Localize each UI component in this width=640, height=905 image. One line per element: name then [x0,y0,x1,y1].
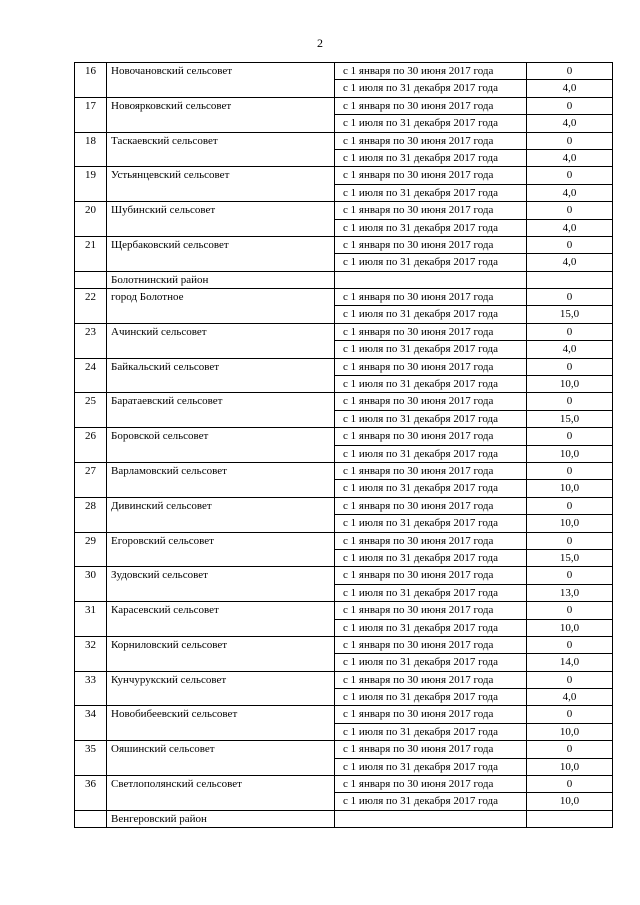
table-row [75,393,613,410]
value-first-half: 0 [527,63,613,80]
table-row [75,636,613,653]
value-second-half: 4,0 [527,80,613,97]
value-first-half: 0 [527,289,613,306]
value-second-half: 4,0 [527,149,613,166]
table-row [75,741,613,758]
value-first-half: 0 [527,236,613,253]
table-row [75,532,613,549]
value-second-half: 10,0 [527,758,613,775]
value-second-half: 4,0 [527,219,613,236]
period-first-half: с 1 января по 30 июня 2017 года [335,236,527,253]
period-first-half: с 1 января по 30 июня 2017 года [335,393,527,410]
period-second-half: с 1 июля по 31 декабря 2017 года [335,480,527,497]
municipality-name: Устьянцевский сельсовет [107,167,335,202]
period-second-half: с 1 июля по 31 декабря 2017 года [335,619,527,636]
period-first-half: с 1 января по 30 июня 2017 года [335,636,527,653]
row-number: 33 [75,671,107,706]
page-number: 2 [317,36,323,50]
period-first-half: с 1 января по 30 июня 2017 года [335,323,527,340]
period-first-half: с 1 января по 30 июня 2017 года [335,289,527,306]
period-first-half: с 1 января по 30 июня 2017 года [335,63,527,80]
value-first-half: 0 [527,393,613,410]
value-second-half: 10,0 [527,515,613,532]
period-first-half: с 1 января по 30 июня 2017 года [335,671,527,688]
period-second-half: с 1 июля по 31 декабря 2017 года [335,549,527,566]
value-first-half: 0 [527,671,613,688]
period-first-half: с 1 января по 30 июня 2017 года [335,532,527,549]
row-number: 23 [75,323,107,358]
value-second-half: 4,0 [527,689,613,706]
municipality-name: город Болотное [107,289,335,324]
table-row [75,706,613,723]
table-row [75,202,613,219]
period-first-half: с 1 января по 30 июня 2017 года [335,167,527,184]
row-number: 19 [75,167,107,202]
period-second-half: с 1 июля по 31 декабря 2017 года [335,376,527,393]
period-second-half: с 1 июля по 31 декабря 2017 года [335,219,527,236]
table-row [75,63,613,80]
value-second-half: 10,0 [527,619,613,636]
table-row [75,497,613,514]
value-first-half: 0 [527,497,613,514]
district-name: Венгеровский район [107,810,335,827]
table-row [75,358,613,375]
value-second-half: 4,0 [527,341,613,358]
period-second-half: с 1 июля по 31 декабря 2017 года [335,584,527,601]
value-first-half: 0 [527,741,613,758]
period-first-half: с 1 января по 30 июня 2017 года [335,497,527,514]
value-first-half: 0 [527,132,613,149]
value-first-half: 0 [527,532,613,549]
municipality-name: Баратаевский сельсовет [107,393,335,428]
table-row [75,289,613,306]
period-second-half: с 1 июля по 31 декабря 2017 года [335,341,527,358]
value-first-half: 0 [527,202,613,219]
value-first-half: 0 [527,602,613,619]
row-number: 36 [75,776,107,811]
municipality-name: Таскаевский сельсовет [107,132,335,167]
table-row [75,567,613,584]
row-number: 29 [75,532,107,567]
municipality-name: Щербаковский сельсовет [107,236,335,271]
period-first-half: с 1 января по 30 июня 2017 года [335,202,527,219]
row-number: 22 [75,289,107,324]
period-second-half: с 1 июля по 31 декабря 2017 года [335,149,527,166]
period-second-half: с 1 июля по 31 декабря 2017 года [335,410,527,427]
municipality-name: Варламовский сельсовет [107,462,335,497]
municipality-name: Зудовский сельсовет [107,567,335,602]
row-number: 31 [75,602,107,637]
value-second-half: 4,0 [527,184,613,201]
municipality-name: Светлополянский сельсовет [107,776,335,811]
table-row [75,602,613,619]
value-empty [527,810,613,827]
municipality-name: Ачинский сельсовет [107,323,335,358]
period-first-half: с 1 января по 30 июня 2017 года [335,462,527,479]
table-row [75,428,613,445]
municipality-name: Боровской сельсовет [107,428,335,463]
value-second-half: 10,0 [527,793,613,810]
value-first-half: 0 [527,776,613,793]
period-second-half: с 1 июля по 31 декабря 2017 года [335,115,527,132]
row-number: 17 [75,97,107,132]
value-first-half: 0 [527,706,613,723]
value-first-half: 0 [527,167,613,184]
row-number: 28 [75,497,107,532]
municipality-name: Кунчурукский сельсовет [107,671,335,706]
row-number: 20 [75,202,107,237]
table-row [75,671,613,688]
row-number: 27 [75,462,107,497]
row-number: 25 [75,393,107,428]
value-first-half: 0 [527,323,613,340]
district-row [75,271,613,288]
period-first-half: с 1 января по 30 июня 2017 года [335,602,527,619]
period-first-half: с 1 января по 30 июня 2017 года [335,428,527,445]
period-empty [335,271,527,288]
municipality-name: Новоярковский сельсовет [107,97,335,132]
value-second-half: 15,0 [527,306,613,323]
value-second-half: 10,0 [527,723,613,740]
value-second-half: 10,0 [527,445,613,462]
table-row [75,462,613,479]
period-second-half: с 1 июля по 31 декабря 2017 года [335,445,527,462]
value-second-half: 10,0 [527,480,613,497]
value-first-half: 0 [527,462,613,479]
period-second-half: с 1 июля по 31 декабря 2017 года [335,254,527,271]
row-number [75,810,107,827]
row-number: 21 [75,236,107,271]
value-second-half: 4,0 [527,254,613,271]
row-number: 26 [75,428,107,463]
row-number: 30 [75,567,107,602]
period-first-half: с 1 января по 30 июня 2017 года [335,567,527,584]
tariff-table [74,62,613,828]
municipality-name: Егоровский сельсовет [107,532,335,567]
municipality-name: Ояшинский сельсовет [107,741,335,776]
value-second-half: 10,0 [527,376,613,393]
value-first-half: 0 [527,358,613,375]
value-second-half: 13,0 [527,584,613,601]
period-second-half: с 1 июля по 31 декабря 2017 года [335,689,527,706]
row-number: 16 [75,63,107,98]
table-row [75,236,613,253]
municipality-name: Карасевский сельсовет [107,602,335,637]
period-second-half: с 1 июля по 31 декабря 2017 года [335,184,527,201]
period-first-half: с 1 января по 30 июня 2017 года [335,706,527,723]
period-second-half: с 1 июля по 31 декабря 2017 года [335,306,527,323]
value-second-half: 14,0 [527,654,613,671]
period-second-half: с 1 июля по 31 декабря 2017 года [335,758,527,775]
municipality-name: Новобибеевский сельсовет [107,706,335,741]
period-second-half: с 1 июля по 31 декабря 2017 года [335,80,527,97]
row-number: 18 [75,132,107,167]
value-first-half: 0 [527,97,613,114]
table-row [75,132,613,149]
row-number [75,271,107,288]
period-first-half: с 1 января по 30 июня 2017 года [335,97,527,114]
municipality-name: Шубинский сельсовет [107,202,335,237]
period-first-half: с 1 января по 30 июня 2017 года [335,741,527,758]
period-empty [335,810,527,827]
municipality-name: Корниловский сельсовет [107,636,335,671]
period-second-half: с 1 июля по 31 декабря 2017 года [335,515,527,532]
tariff-table-body [75,63,613,828]
table-row [75,167,613,184]
row-number: 34 [75,706,107,741]
table-row [75,323,613,340]
period-first-half: с 1 января по 30 июня 2017 года [335,358,527,375]
period-first-half: с 1 января по 30 июня 2017 года [335,776,527,793]
municipality-name: Новочановский сельсовет [107,63,335,98]
table-row [75,776,613,793]
value-first-half: 0 [527,567,613,584]
district-name: Болотнинский район [107,271,335,288]
district-row [75,810,613,827]
period-second-half: с 1 июля по 31 декабря 2017 года [335,793,527,810]
value-second-half: 4,0 [527,115,613,132]
row-number: 35 [75,741,107,776]
municipality-name: Дивинский сельсовет [107,497,335,532]
row-number: 32 [75,636,107,671]
value-second-half: 15,0 [527,549,613,566]
value-first-half: 0 [527,636,613,653]
period-second-half: с 1 июля по 31 декабря 2017 года [335,654,527,671]
period-second-half: с 1 июля по 31 декабря 2017 года [335,723,527,740]
value-second-half: 15,0 [527,410,613,427]
municipality-name: Байкальский сельсовет [107,358,335,393]
value-empty [527,271,613,288]
period-first-half: с 1 января по 30 июня 2017 года [335,132,527,149]
value-first-half: 0 [527,428,613,445]
row-number: 24 [75,358,107,393]
table-row [75,97,613,114]
